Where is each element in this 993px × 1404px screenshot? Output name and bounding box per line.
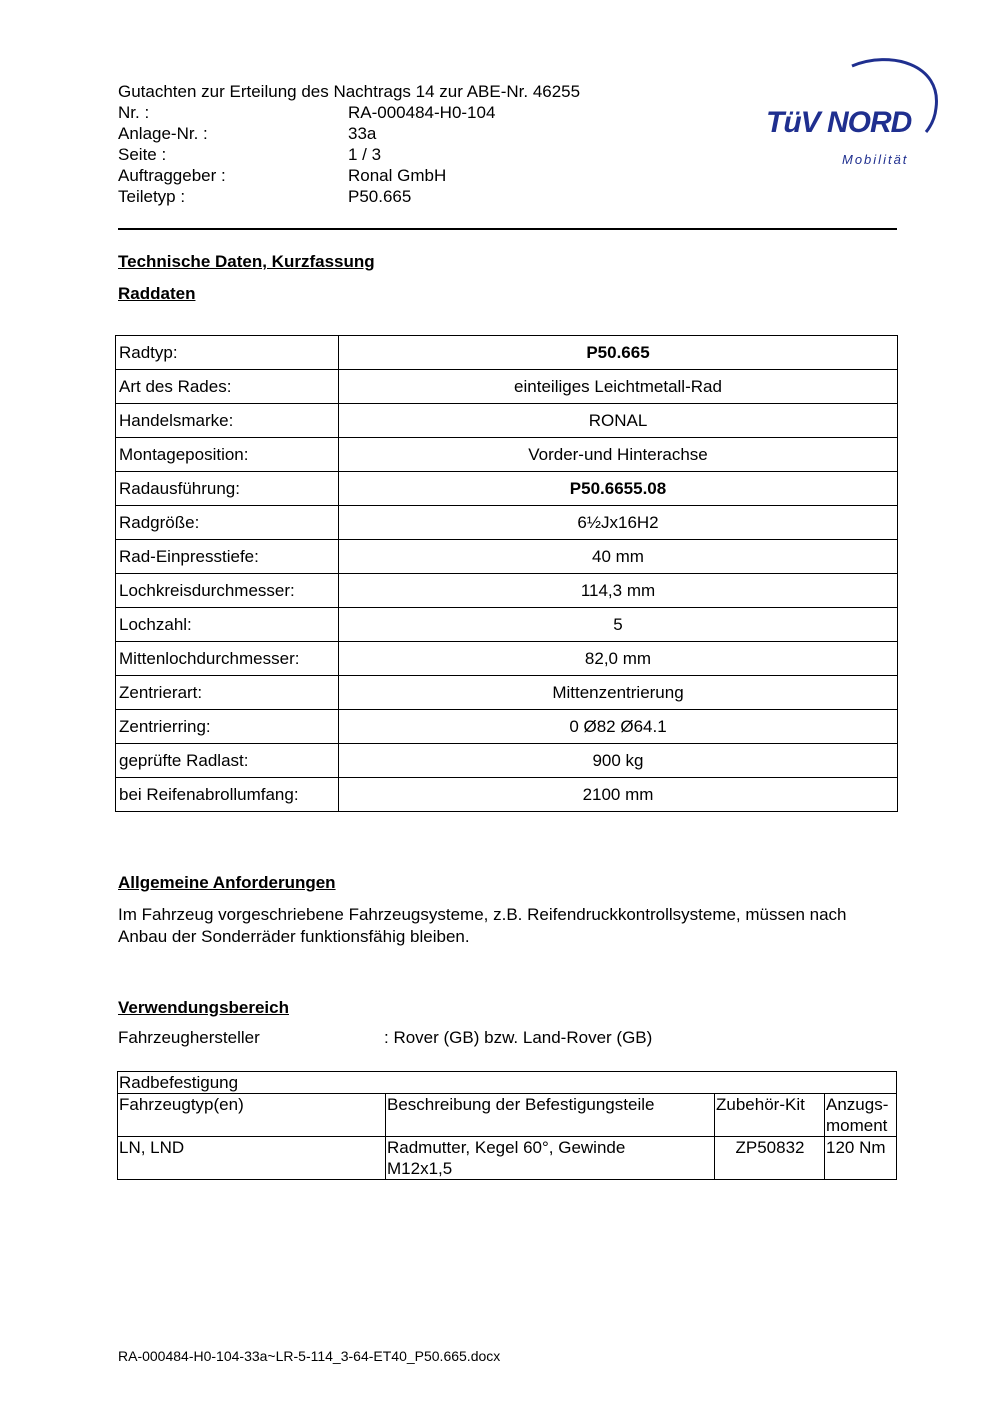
header-beschreibung: Beschreibung der Befestigungsteile [386,1094,715,1137]
row-value: 40 mm [339,540,898,574]
fahrzeughersteller-value: : Rover (GB) bzw. Land-Rover (GB) [384,1028,653,1047]
table-row [116,710,898,744]
radbefestigung-table [117,1071,897,1180]
row-value: RONAL [339,404,898,438]
section-verwendungsbereich: Verwendungsbereich [118,998,289,1017]
row-label: Radtyp: [116,336,339,370]
meta-value: P50.665 [348,187,412,206]
meta-label: Seite : [118,145,167,164]
row-value: 900 kg [339,744,898,778]
logo-subtitle: Mobilität [842,152,909,167]
row-label: Rad-Einpresstiefe: [116,540,339,574]
row-value: 82,0 mm [339,642,898,676]
meta-value: 1 / 3 [348,145,382,164]
raddaten-table [115,335,898,812]
table-row [116,676,898,710]
fahrzeughersteller-label: Fahrzeughersteller [118,1028,260,1047]
row-value: 0 Ø82 Ø64.1 [339,710,898,744]
table-row [116,438,898,472]
table-row [116,642,898,676]
row-label: Lochzahl: [116,608,339,642]
header-anzugsmoment: Anzugs- moment [825,1094,897,1137]
table-row [118,1137,897,1180]
row-label: Zentrierart: [116,676,339,710]
row-label: Handelsmarke: [116,404,339,438]
row-label: bei Reifenabrollumfang: [116,778,339,812]
table-row [116,336,898,370]
row-value: Vorder-und Hinterachse [339,438,898,472]
row-value: 5 [339,608,898,642]
row-label: Montageposition: [116,438,339,472]
table-row [116,540,898,574]
section-allgemeine-anforderungen: Allgemeine Anforderungen [118,873,336,892]
row-value: 6½Jx16H2 [339,506,898,540]
row-value: P50.6655.08 [339,472,898,506]
table-row [116,574,898,608]
table-row [116,744,898,778]
meta-label: Auftraggeber : [118,166,226,185]
row-label: Mittenlochdurchmesser: [116,642,339,676]
row-label: Radgröße: [116,506,339,540]
logo-brand: TüV NORD [766,106,912,139]
table-row [116,778,898,812]
header-fahrzeugtyp: Fahrzeugtyp(en) [118,1094,386,1137]
section-raddaten: Raddaten [118,284,196,303]
header-zubehoer-kit: Zubehör-Kit [715,1094,825,1137]
meta-value: 33a [348,124,377,143]
table-row [116,370,898,404]
row-label: Art des Rades: [116,370,339,404]
footer-filename: RA-000484-H0-104-33a~LR-5-114_3-64-ET40_P50.665.docx [118,1348,501,1364]
meta-label: Nr. : [118,103,150,122]
meta-value: RA-000484-H0-104 [348,103,496,122]
row-label: Lochkreisdurchmesser: [116,574,339,608]
header-divider [118,228,897,230]
cell-anzugsmoment: 120 Nm [825,1137,897,1180]
cell-zubehoer-kit: ZP50832 [715,1137,825,1180]
cell-fahrzeugtyp: LN, LND [118,1137,386,1180]
row-label: Radausführung: [116,472,339,506]
row-value: 2100 mm [339,778,898,812]
table-row [116,506,898,540]
radbefestigung-header-row [118,1094,897,1137]
row-label: Zentrierring: [116,710,339,744]
meta-label: Teiletyp : [118,187,186,206]
tuv-nord-logo [760,56,940,172]
row-label: geprüfte Radlast: [116,744,339,778]
cell-beschreibung: Radmutter, Kegel 60°, Gewinde M12x1,5 [386,1137,715,1180]
meta-label: Anlage-Nr. : [118,124,208,143]
table-row [116,472,898,506]
document-title: Gutachten zur Erteilung des Nachtrags 14 zur ABE-Nr. 46255 [118,82,581,101]
radbefestigung-title: Radbefestigung [118,1072,897,1094]
allgemeine-paragraph: Im Fahrzeug vorgeschriebene Fahrzeugsysteme, z.B. Reifendruckkontrollsysteme, müssen nach Anbau der Sonderräder funktionsfähig bleiben. [118,905,847,946]
meta-value: Ronal GmbH [348,166,447,185]
row-value: einteiliges Leichtmetall-Rad [339,370,898,404]
row-value: P50.665 [339,336,898,370]
row-value: Mittenzentrierung [339,676,898,710]
row-value: 114,3 mm [339,574,898,608]
table-row [116,608,898,642]
table-row [116,404,898,438]
section-technische-daten: Technische Daten, Kurzfassung [118,252,375,271]
